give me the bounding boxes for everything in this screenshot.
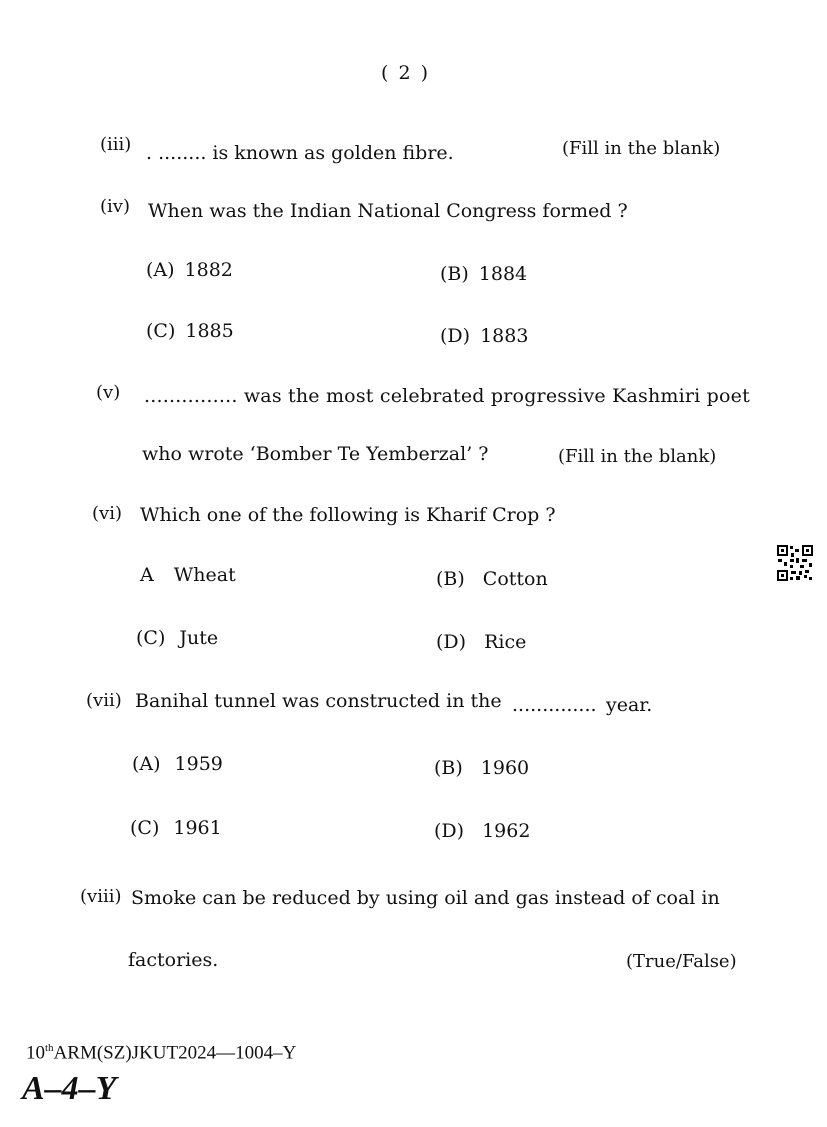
answer-blank: .............. [512, 694, 597, 716]
question-text: Which one of the following is Kharif Crop ? [140, 504, 556, 526]
option [132, 753, 223, 775]
option-value: 1885 [185, 320, 234, 342]
page-number: ( 2 ) [381, 62, 430, 84]
question-text: year. [606, 694, 653, 716]
option-letter: (D) [440, 325, 471, 347]
paper-code-prefix: 10 [26, 1042, 45, 1064]
option-letter: (C) [136, 627, 166, 649]
option-value: 1883 [480, 325, 529, 347]
option [140, 564, 236, 586]
option-value: 1882 [184, 259, 233, 281]
option-letter: (B) [434, 757, 463, 779]
option-value: 1959 [174, 753, 223, 775]
question-number: (iii) [100, 134, 132, 155]
option-letter: (B) [436, 568, 465, 590]
option-letter: A [140, 564, 154, 586]
paper-series: A–4–Y [22, 1070, 117, 1107]
question-text: Banihal tunnel was constructed in the [135, 690, 502, 712]
question-text: Smoke can be reduced by using oil and gas instead of coal in [131, 887, 720, 909]
question-number: (v) [96, 382, 121, 403]
question-text: When was the Indian National Congress formed ? [148, 200, 628, 222]
option-letter: (A) [146, 259, 175, 281]
qr-code-icon [776, 544, 814, 582]
paper-code-rest: ARM(SZ)JKUT2024—1004–Y [53, 1042, 297, 1064]
option [436, 568, 548, 590]
option-letter: (A) [132, 753, 161, 775]
option-value: 1960 [480, 757, 530, 779]
option [434, 757, 529, 779]
option [130, 817, 222, 839]
option [434, 820, 530, 842]
question-text: . ........ is known as golden fibre. [146, 142, 454, 164]
option [136, 627, 218, 649]
option [146, 259, 233, 281]
option-value: 1961 [173, 817, 222, 839]
question-instruction: (Fill in the blank) [562, 138, 721, 159]
option-value: 1962 [482, 820, 531, 842]
option-value: Cotton [482, 568, 548, 590]
question-text: who wrote ‘Bomber Te Yemberzal’ ? [142, 443, 489, 465]
question-number: (vii) [86, 690, 122, 711]
question-number: (vi) [92, 503, 122, 524]
option-letter: (C) [130, 817, 160, 839]
paper-code [26, 1042, 296, 1064]
option-value: Rice [484, 631, 527, 653]
option-value: 1884 [478, 263, 528, 285]
question-instruction: (True/False) [626, 951, 737, 972]
option-letter: (D) [434, 820, 465, 842]
paper-code-sup: th [45, 1042, 54, 1054]
question-text: ............... was the most celebrated progressive Kashmiri poet [144, 385, 750, 407]
option-value: Wheat [173, 564, 236, 586]
option-letter: (D) [436, 631, 467, 653]
option-value: Jute [179, 627, 219, 649]
question-number: (viii) [80, 886, 122, 907]
question-text: factories. [128, 949, 219, 971]
question-number: (iv) [100, 196, 130, 217]
option-letter: (B) [440, 263, 469, 285]
option [436, 631, 526, 653]
option [146, 320, 234, 342]
question-instruction: (Fill in the blank) [558, 446, 717, 467]
option [440, 325, 528, 347]
option-letter: (C) [146, 320, 176, 342]
option [440, 263, 527, 285]
